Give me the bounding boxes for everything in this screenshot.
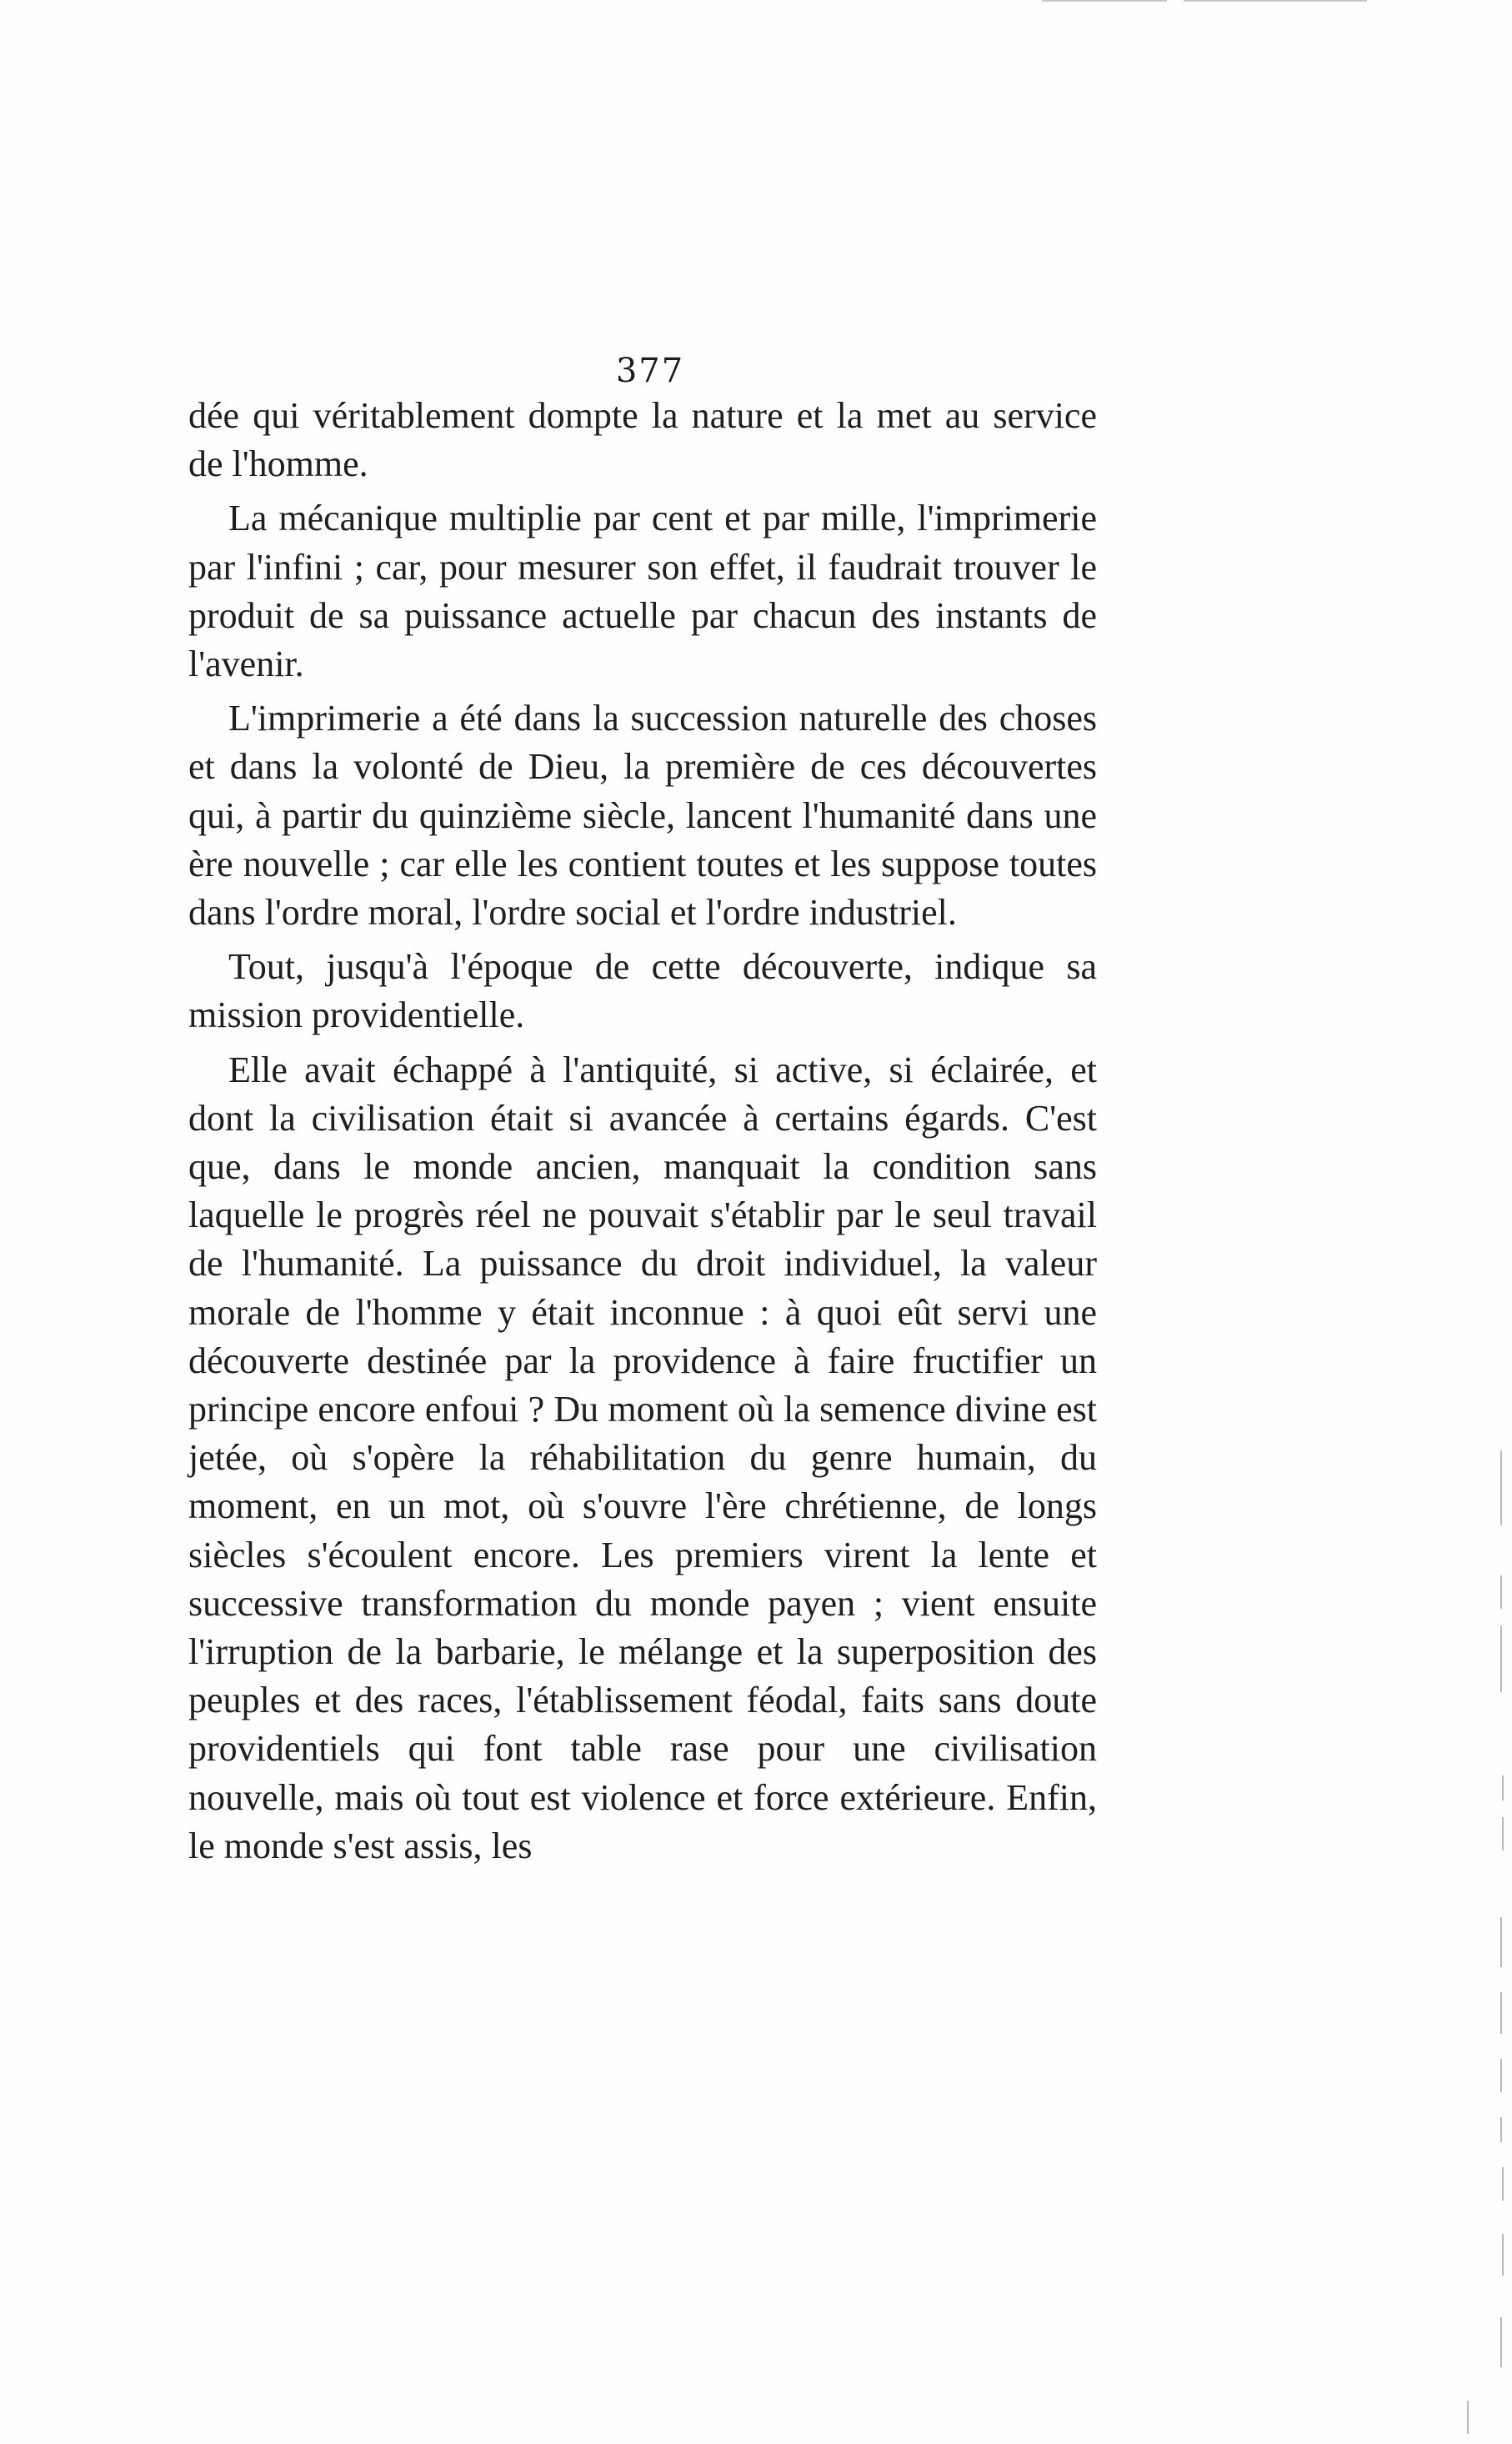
page-number: 377 [615,352,685,390]
paragraph: dée qui véritablement dompte la nature et la met au service de l'homme. [188,395,1097,485]
scan-edge-mark [1500,2117,1502,2142]
paragraph: La mécanique multiplie par cent et par mille, l'imprimerie par l'infini ; car, pour mesurer son effet, il faudrait trouver le produit de sa puissance actuelle par chacun des instants de l'avenir. [188,498,1097,685]
scan-edge-mark [1502,2234,1504,2276]
scan-edge-mark [1500,1917,1502,1967]
scan-edge-mark [1500,1625,1502,1692]
paragraph: Elle avait échappé à l'antiquité, si active, si éclairée, et dont la civilisation était si avancée à certains égards. C'est que, dans le monde ancien, manquait la condition sans laquelle le progrès réel ne pouvait s'établir par le seul travail de l'humanité. La puissance du droit individuel, la valeur morale de l'homme y était inconnue : à quoi eût servi une découverte destinée par la providence à faire fructifier un principe encore enfoui ? Du moment où la semence divine est jetée, où s'opère la réhabilitation du genre humain, du moment, en un mot, où s'ouvre l'ère chrétienne, de longs siècles s'écoulent encore. Les premiers virent la lente et successive transformation du monde payen ; vient ensuite l'irruption de la barbarie, le mélange et la superposition des peuples et des races, l'établissement féodal, faits sans doute providentiels qui font table rase pour une civilisation nouvelle, mais où tout est violence et force extérieure. Enfin, le monde s'est assis, les [188,1049,1097,1866]
scan-edge-mark [1467,2401,1469,2434]
scan-edge-mark [1500,1450,1502,1525]
paragraph: L'imprimerie a été dans la succession naturelle des choses et dans la volonté de Dieu, la première de ces découvertes qui, à partir du quinzième siècle, lancent l'humanité dans une ère nouvelle ; car elle les contient toutes et les suppose toutes dans l'ordre moral, l'ordre social et l'ordre industriel. [188,698,1097,934]
scan-edge-mark [1500,2059,1502,2092]
scan-edge-mark [1500,1992,1502,2034]
scan-edge-mark [1502,2167,1504,2201]
scan-edge-mark [1502,1775,1504,1800]
body-text [188,392,1097,1876]
scan-edge-mark [1500,1575,1502,1609]
scan-edge-mark [1042,0,1167,2]
scan-edge-mark [1502,1817,1504,1851]
scan-edge-mark [1184,0,1367,2]
paragraph: Tout, jusqu'à l'époque de cette découverte, indique sa mission providentielle. [188,946,1097,1036]
scan-edge-mark [1500,2317,1502,2367]
